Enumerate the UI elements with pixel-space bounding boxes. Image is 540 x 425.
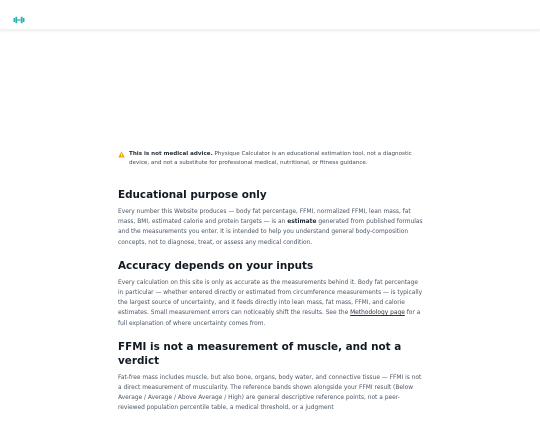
section-body	[118, 207, 424, 248]
disclaimer-content	[118, 150, 424, 425]
estimate-emphasis: estimate	[287, 219, 317, 226]
top-navigation-bar	[0, 0, 540, 30]
section-heading: Educational purpose only	[118, 189, 267, 201]
section-heading: FFMI is not a measurement of muscle, and not a verdict	[118, 340, 402, 367]
section-heading: Accuracy depends on your inputs	[118, 259, 314, 272]
dumbbell-icon[interactable]	[13, 10, 25, 20]
warning-icon	[118, 151, 125, 158]
section-educational-purpose	[118, 188, 424, 248]
medical-notice-text	[129, 150, 424, 168]
medical-notice	[118, 150, 424, 168]
section-body	[118, 278, 424, 329]
notice-body: Physique Calculator is an educational estimation tool, not a diagnostic device, and not a substitute for professional medical, nutritional, or fitness guidance.	[129, 151, 412, 166]
body-text: Every number this Website produces — body fat percentage, FFMI, normalized FFMI, lean mass, fat mass, BMI, estimated calorie and protein targets — is an	[118, 209, 411, 226]
body-text: for a full explanation of where uncertainty comes from.	[118, 310, 421, 327]
section-accuracy	[118, 259, 424, 329]
section-body: Fat-free mass includes muscle, but also bone, organs, body water, and connective tissue — FFMI is not a direct measurement of muscularity. The reference bands shown alongside your FFMI result (Below Average / Average / Above Average / High) are general descriptive reference points, not a peer-reviewed population percentile table, a medical threshold, or a judgment	[118, 374, 422, 412]
methodology-link[interactable]: Methodology page	[350, 310, 405, 317]
body-text: Every calculation on this site is only as accurate as the measurements behind it. Body fat percentage in particular — whether entered directly or estimated from circumference measurements — is typically the largest source of uncertainty, and it feeds directly into lean mass, fat mass, FFMI, and calorie estimates. Small measurement errors can noticeably shift the results. See the	[118, 279, 423, 317]
body-text: generated from published formulas and the measurements you enter. It is intended to help you understand general body-composition concepts, not to diagnose, treat, or assess any medical condition.	[118, 219, 423, 246]
notice-strong: This is not medical advice.	[129, 151, 213, 157]
section-ffmi	[118, 340, 424, 414]
